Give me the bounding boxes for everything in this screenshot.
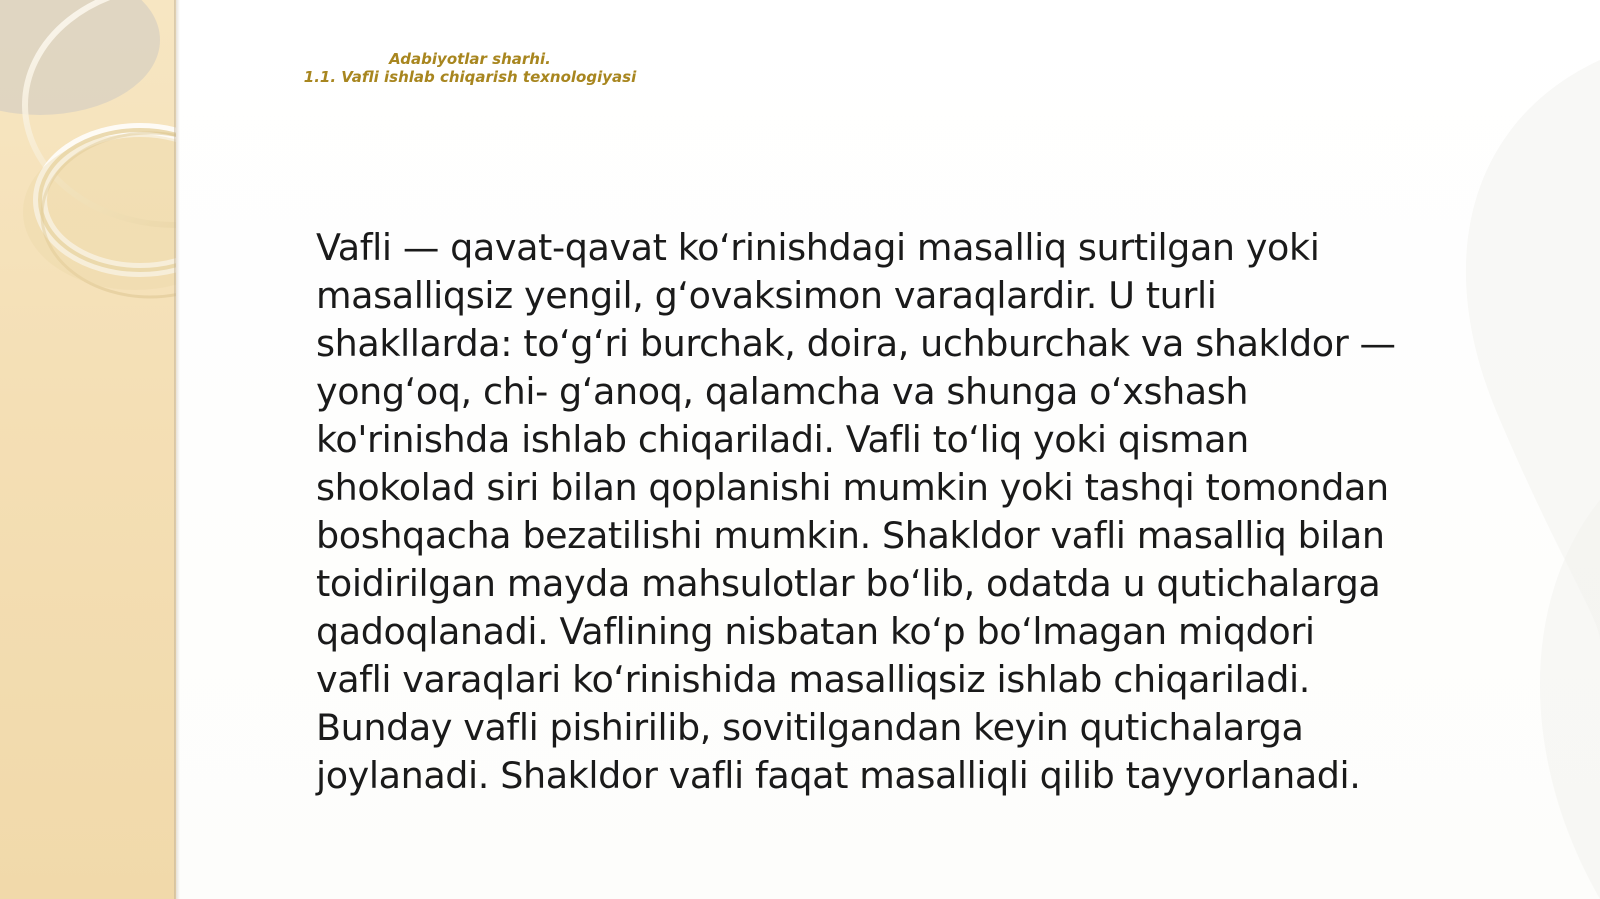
- title-line-2: 1.1. Vafli ishlab chiqarish texnologiyasi: [303, 68, 637, 86]
- decorative-rings-graphic: [0, 0, 176, 899]
- slide-title: [250, 50, 690, 86]
- body-paragraph: Vafli — qavat-qavat koʻrinishdagi masalliq surtilgan yoki masalliqsiz yengil, gʻovaksimon varaqlardir. U turli shakllarda: toʻgʻri burchak, doira, uchburchak va shakldor — yongʻoq, chi- gʻanoq, qalamcha va shunga oʻxshash ko'rinishda ishlab chiqariladi. Vafli toʻliq yoki qisman shokolad siri bilan qoplanishi mumkin yoki tashqi tomondan boshqacha bezatilishi mumkin. Shakldor vafli masalliq bilan toidirilgan mayda mahsulotlar boʻlib, odatda u qutichalarga qadoqlanadi. Vaflining nisbatan koʻp boʻlmagan miqdori vafli varaqlari koʻrinishida masalliqsiz ishlab chiqariladi. Bunday vafli pishirilib, sovitilgandan keyin qutichalarga joylanadi. Shakldor vafli faqat masalliqli qilib tayyorlanadi.: [316, 226, 1396, 797]
- decorative-side-panel: [0, 0, 176, 899]
- side-panel-shadow: [174, 0, 180, 899]
- title-line-1: Adabiyotlar sharhi.: [389, 50, 551, 68]
